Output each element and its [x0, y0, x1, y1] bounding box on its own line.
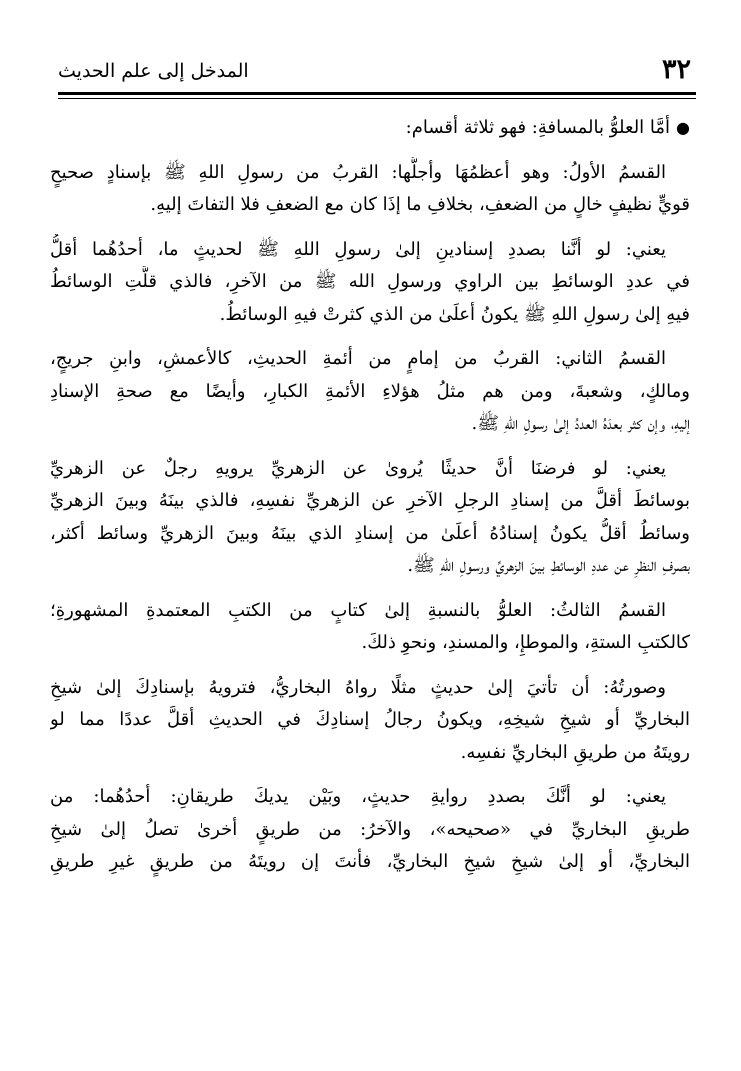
paragraph-line: القسمُ الثالثُ: العلوُّ بالنسبةِ إلىٰ كتابٍ من الكتبِ المعتمدةِ المشهورةِ؛ [50, 599, 666, 621]
page-number: ٣٢ [661, 54, 691, 85]
paragraph-line: وسائطُ أقلُّ يكونُ إسنادُهُ أعلَىٰ من إسنادِ الذي بينَهُ وبينَ الزهريِّ وسائط أكثر، [50, 522, 690, 544]
paragraph-line: وصورتُهُ: أن تأتيَ إلىٰ حديثٍ مثلًا رواهُ البخاريُّ، فترويهُ بإسنادِكَ إلىٰ شيخِ [50, 676, 666, 698]
page-body [50, 112, 690, 891]
paragraph-line: إليهِ، وإن كثر بعدَهُ العددُ إلىٰ رسولِ اللهِ ﷺ. [471, 413, 690, 434]
paragraph-line: كالكتبِ الستةِ، والموطإِ، والمسندِ، ونحوِ ذلكَ. [361, 632, 690, 653]
paragraph-line: فيهِ إلىٰ رسولِ اللهِ ﷺ يكونُ أعلَىٰ من الذي كثرتْ فيهِ الوسائطُ. [219, 303, 690, 325]
paragraph-2 [50, 157, 690, 222]
paragraph-line: يعني: لو أنَّنا بصددِ إسنادينِ إلىٰ رسولِ اللهِ ﷺ لحديثٍ ما، أحدُهُما أقلُّ [50, 238, 666, 260]
paragraph-line: القسمُ الثاني: القربُ من إمامٍ من أئمةِ الحديثِ، كالأعمشِ، وابنِ جريجٍ، [50, 348, 666, 369]
paragraph-line: في عددِ الوسائطِ بين الراوي ورسولِ الله ﷺ من الآخرِ، فالذي قلَّتِ الوسائطُ [50, 271, 690, 292]
header-rule-thin [58, 98, 696, 99]
running-title: المدخل إلى علم الحديث [58, 60, 249, 82]
paragraph-7 [50, 672, 690, 770]
header-rule-thick [58, 92, 696, 95]
paragraph-line: رويتَهُ من طريقِ البخاريِّ نفسِه. [460, 741, 690, 763]
page-header [58, 55, 691, 89]
paragraph-6 [50, 595, 690, 660]
paragraph-line: يعني: لو فرضنَا أنَّ حديثًا يُروىٰ عن الزهريِّ يرويهِ رجلٌ عن الزهريِّ [50, 457, 666, 479]
paragraph-1 [50, 112, 690, 145]
paragraph-line: القسمُ الأولُ: وهو أعظمُهَا وأجلُّها: القربُ من رسولِ اللهِ ﷺ بإسنادٍ صحيحٍ [50, 161, 666, 183]
bullet-icon: ● [676, 118, 690, 137]
paragraph-line: يعني: لو أنَّكَ بصددِ روايةِ حديثٍ، وبَيْن يديكَ طريقانِ: أحدُهُما: من [50, 786, 666, 807]
paragraph-8 [50, 781, 690, 879]
paragraph-line: البخاريِّ أو شيخِ شيخِهِ، ويكونُ رجالُ إسنادِكَ في الحديثِ أقلَّ عددًا مما لو [50, 709, 690, 730]
paragraph-line: قويٍّ نظيفٍ خالٍ من الضعفِ، بخلافِ ما إذَا كان مع الضعفِ فلا التفاتَ إليهِ. [150, 194, 690, 215]
paragraph-5 [50, 453, 690, 583]
paragraph-4 [50, 343, 690, 441]
paragraph-line: البخاريِّ، أو إلىٰ شيخِ شيخِ البخاريِّ، فأنتَ إن رويتَهُ من طريقٍ غيرِ طريقِ [50, 851, 690, 872]
paragraph-line: ●أمَّا العلوُّ بالمسافةِ: فهو ثلاثة أقسام: [405, 117, 690, 138]
paragraph-line: بوسائطَ أقلَّ من إسنادِ الرجلِ الآخرِ عن الزهريِّ نفسِهِ، فالذي بينَهُ وبينَ الزهريِّ [50, 490, 690, 511]
paragraph-line: ومالكٍ، وشعبةَ، ومن هم مثلُ هؤلاءِ الأئمةِ الكبارِ، وأيضًا مع صحةِ الإسنادِ [50, 380, 690, 402]
paragraph-line: بصرفِ النظرِ عن عددِ الوسائطِ بينَ الزهريِّ ورسولِ اللهِ ﷺ. [407, 555, 690, 576]
paragraph-line: طريقِ البخاريِّ في «صحيحه»، والآخرُ: من طريقٍ أخرىٰ تصلُ إلىٰ شيخِ [50, 818, 690, 840]
paragraph-3 [50, 234, 690, 332]
